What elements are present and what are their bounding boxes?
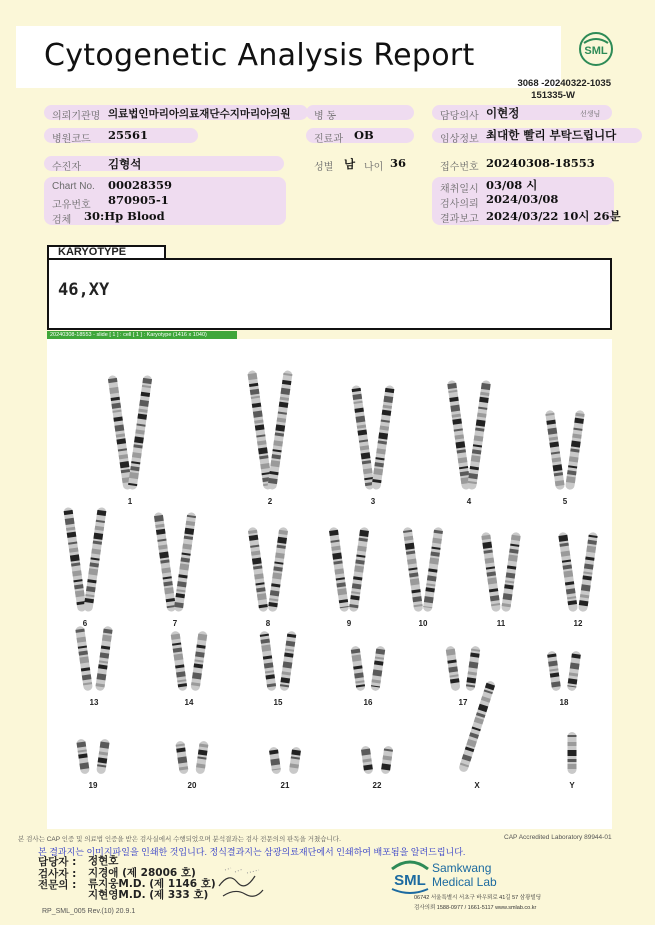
chromosome-pair-15 bbox=[259, 631, 296, 692]
chromosome-pair-10 bbox=[403, 527, 444, 612]
result-report-value: 2024/03/22 10시 26분 bbox=[486, 209, 621, 223]
karyotype-result-box bbox=[47, 258, 612, 330]
chromosome-label-19: 19 bbox=[88, 781, 98, 790]
staff-value-4: 지현영M.D. (제 333 호) bbox=[88, 889, 209, 901]
chromosome-pair-13 bbox=[75, 626, 113, 692]
disclaimer-note: 본 검사는 CAP 인증 및 의료법 인증을 받은 검사실에서 수행되었으며 분석결과는 검사 전문의의 판독을 거쳤습니다. bbox=[18, 836, 341, 843]
doctor-suffix: 선생님 bbox=[580, 111, 601, 118]
chromosome-label-Y: Y bbox=[569, 781, 575, 790]
form-number: RP_SML_005 Rev.(10) 20.9.1 bbox=[42, 908, 136, 915]
chromosome-pair-7 bbox=[154, 512, 197, 612]
lab-name bbox=[432, 861, 497, 889]
staff-label-2: 검사자 : bbox=[38, 868, 77, 880]
chromosome-label-4: 4 bbox=[466, 497, 472, 506]
chromosome-label-5: 5 bbox=[562, 497, 568, 506]
chromosome-label-21: 21 bbox=[280, 781, 290, 790]
dept-value: OB bbox=[354, 128, 374, 142]
chromosome-label-1: 1 bbox=[127, 497, 133, 506]
chromosome-pair-1 bbox=[108, 375, 153, 490]
chromosome-label-6: 6 bbox=[82, 619, 88, 628]
chromosome-pair-3 bbox=[351, 385, 395, 490]
chromosome-label-3: 3 bbox=[370, 497, 376, 506]
receipt-no-value: 20240308-18553 bbox=[486, 156, 595, 170]
institution-label: 의뢰기관명 bbox=[52, 111, 101, 122]
sex-value: 남 bbox=[344, 157, 356, 171]
receipt-no-label: 접수번호 bbox=[440, 162, 479, 173]
footer-logo-text: SML bbox=[394, 872, 426, 889]
blue-note: 본 결과지는 이미지파일을 인쇄한 것입니다. 정식결과지는 삼광의료재단에서 인쇄하여 배포됨을 알려드립니다. bbox=[38, 847, 466, 857]
chromosome-label-2: 2 bbox=[267, 497, 273, 506]
chromosome-pair-8 bbox=[248, 527, 289, 612]
chromosome-label-7: 7 bbox=[172, 619, 178, 628]
chromosome-pair-11 bbox=[481, 532, 521, 612]
chromosome-pair-Y bbox=[568, 732, 577, 774]
chromosome-pair-20 bbox=[175, 741, 209, 775]
specimen-value: 30:Hp Blood bbox=[84, 209, 165, 223]
ward-label: 병 동 bbox=[314, 111, 337, 122]
collection-date-label: 채취일시 bbox=[440, 184, 479, 195]
lab-name-line2: Medical Lab bbox=[432, 875, 497, 889]
chromosome-label-12: 12 bbox=[573, 619, 583, 628]
clinical-info-label: 임상정보 bbox=[440, 134, 479, 145]
hospital-code-label: 병원코드 bbox=[52, 134, 91, 145]
chromosome-pair-4 bbox=[447, 380, 491, 490]
recipient-value: 김형석 bbox=[108, 157, 142, 171]
karyotype-image bbox=[47, 339, 612, 829]
chromosome-pair-9 bbox=[329, 527, 370, 612]
chromosome-pair-6 bbox=[63, 507, 107, 612]
chromosome-pair-21 bbox=[269, 747, 302, 775]
cap-note: CAP Accredited Laboratory 89944-01 bbox=[504, 834, 612, 841]
age-label: 나이 bbox=[364, 162, 384, 173]
report-code-line1: 3068 -20240322-1035 bbox=[517, 78, 611, 89]
staff-label-1: 담당자 : bbox=[38, 856, 77, 868]
chromosome-label-16: 16 bbox=[363, 698, 373, 707]
chromosome-pair-17 bbox=[445, 646, 480, 692]
chromosome-pair-5 bbox=[545, 410, 585, 490]
unique-no-value: 870905-1 bbox=[108, 193, 169, 207]
lab-address: 06742 서울특별시 서초구 바우뫼로 41길 57 삼광빌딩 bbox=[414, 895, 542, 901]
doctor-value: 이현정 bbox=[486, 106, 520, 120]
chromosome-label-10: 10 bbox=[418, 619, 428, 628]
logo-text: SML bbox=[584, 45, 608, 57]
sex-label: 성별 bbox=[314, 162, 334, 173]
institution-value: 의료법인마리아의료재단수지마리아의원 bbox=[108, 108, 291, 120]
staff-value-1: 정현호 bbox=[88, 855, 119, 867]
dept-label: 진료과 bbox=[314, 134, 343, 145]
karyotype-tab: KARYOTYPE bbox=[47, 245, 166, 258]
request-label: 검사의뢰 bbox=[440, 199, 479, 210]
staff-value-3: 류지웅M.D. (제 1146 호) bbox=[88, 878, 216, 890]
chromosome-label-18: 18 bbox=[559, 698, 569, 707]
chromosome-pair-18 bbox=[547, 651, 581, 692]
chromosome-label-22: 22 bbox=[372, 781, 382, 790]
chromosome-label-13: 13 bbox=[89, 698, 99, 707]
chromosome-label-20: 20 bbox=[187, 781, 197, 790]
karyogram-svg bbox=[47, 339, 612, 829]
chromosome-pair-12 bbox=[558, 532, 598, 612]
collection-date-value: 03/08 시 bbox=[486, 178, 538, 192]
chart-no-label: Chart No. bbox=[52, 181, 95, 192]
chromosome-pair-X bbox=[458, 680, 496, 773]
staff-label-3: 전문의 : bbox=[38, 879, 77, 891]
specimen-label: 검체 bbox=[52, 215, 72, 226]
lab-contact: 검사의뢰 1588-0977 / 1661-5117 www.smlab.co.kr bbox=[414, 905, 537, 911]
sml-logo-icon bbox=[578, 31, 614, 67]
result-report-label: 결과보고 bbox=[440, 214, 479, 225]
report-title: Cytogenetic Analysis Report bbox=[44, 38, 475, 73]
chromosome-label-15: 15 bbox=[273, 698, 283, 707]
signature-image bbox=[215, 864, 267, 902]
slide-caption: 20240308-18553 - slide [ 1 ] : cell [ 1 ] : Karyotype (1416 x 1040) bbox=[47, 331, 237, 339]
chromosome-label-X: X bbox=[474, 781, 480, 790]
chromosome-label-9: 9 bbox=[346, 619, 352, 628]
chromosome-pair-2 bbox=[247, 370, 293, 490]
request-value: 2024/03/08 bbox=[486, 192, 559, 206]
hospital-code-value: 25561 bbox=[108, 128, 149, 142]
lab-name-line1: Samkwang bbox=[432, 861, 492, 875]
age-value: 36 bbox=[390, 156, 407, 170]
chart-no-value: 00028359 bbox=[108, 178, 173, 192]
staff-value-2: 지경애 (제 28006 호) bbox=[88, 867, 196, 879]
unique-no-label: 고유번호 bbox=[52, 200, 91, 211]
chromosome-pair-16 bbox=[350, 646, 385, 692]
chromosome-label-11: 11 bbox=[496, 619, 506, 628]
clinical-info-value: 최대한 빨리 부탁드립니다 bbox=[486, 128, 617, 142]
recipient-label: 수진자 bbox=[52, 162, 81, 173]
report-code-line2: 151335-W bbox=[531, 90, 575, 101]
chromosome-label-8: 8 bbox=[265, 619, 271, 628]
chromosome-pair-19 bbox=[76, 739, 110, 775]
doctor-label: 담당의사 bbox=[440, 111, 479, 122]
chromosome-label-14: 14 bbox=[184, 698, 194, 707]
chromosome-pair-14 bbox=[170, 631, 207, 692]
chromosome-pair-22 bbox=[361, 746, 394, 775]
karyotype-result: 46,XY bbox=[58, 280, 110, 300]
chromosome-label-17: 17 bbox=[458, 698, 468, 707]
footer-sml-logo-icon bbox=[388, 853, 432, 897]
